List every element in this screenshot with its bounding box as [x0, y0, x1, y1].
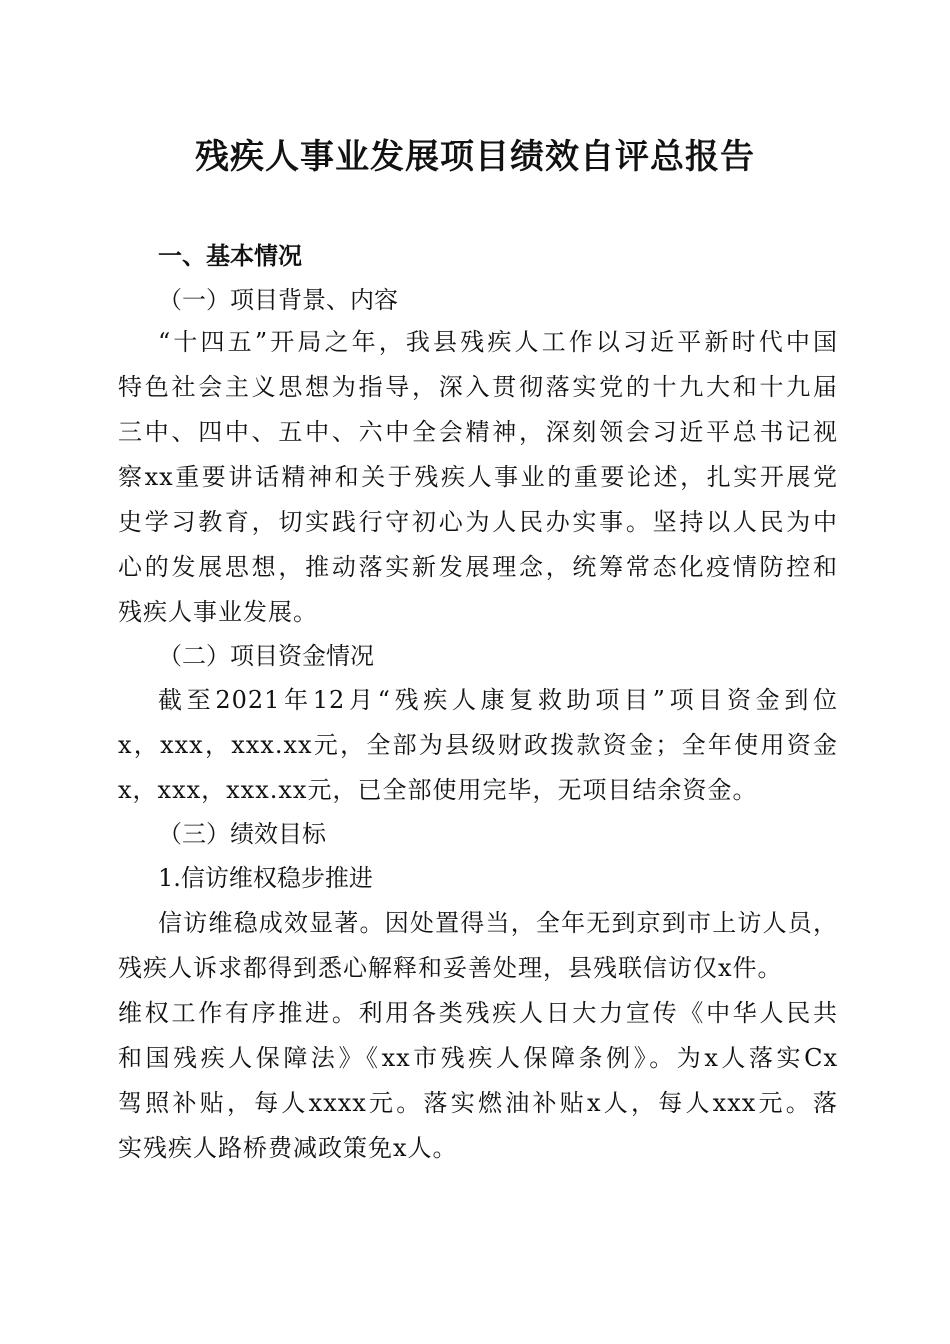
paragraph-line: 察xx重要讲话精神和关于残疾人事业的重要论述，扎实开展党 [118, 463, 838, 491]
subheading-project-funds: （二）项目资金情况 [158, 642, 374, 670]
paragraph-line: 驾照补贴，每人xxxx元。落实燃油补贴x人，每人xxx元。落 [118, 1089, 838, 1117]
subheading-performance-goals: （三）绩效目标 [158, 820, 326, 848]
section-heading-basic-info: 一、基本情况 [158, 242, 302, 270]
paragraph-line: x，xxx，xxx.xx元，已全部使用完毕，无项目结余资金。 [118, 776, 758, 804]
paragraph-line: 特色社会主义思想为指导，深入贯彻落实党的十九大和十九届 [118, 373, 838, 401]
paragraph-line: x，xxx，xxx.xx元，全部为县级财政拨款资金；全年使用资金 [118, 731, 838, 759]
paragraph-line: 三中、四中、五中、六中全会精神，深刻领会习近平总书记视 [118, 418, 838, 446]
paragraph-line: 实残疾人路桥费减政策免x人。 [118, 1134, 458, 1162]
paragraph-line: “十四五”开局之年，我县残疾人工作以习近平新时代中国 [158, 328, 838, 356]
paragraph-line: 维权工作有序推进。利用各类残疾人日大力宣传《中华人民共 [118, 999, 838, 1027]
paragraph-line: 截至2021年12月“残疾人康复救助项目”项目资金到位 [158, 686, 838, 714]
document-title: 残疾人事业发展项目绩效自评总报告 [195, 137, 755, 177]
paragraph-line: 史学习教育，切实践行守初心为人民办实事。坚持以人民为中 [118, 508, 838, 536]
paragraph-line: 和国残疾人保障法》《xx市残疾人保障条例》。为x人落实Cx [118, 1044, 838, 1072]
paragraph-line: 残疾人事业发展。 [118, 598, 318, 626]
paragraph-line: 信访维稳成效显著。因处置得当，全年无到京到市上访人员， [158, 909, 838, 937]
subheading-project-background: （一）项目背景、内容 [158, 286, 398, 314]
item-heading-petition-rights: 1.信访维权稳步推进 [158, 864, 373, 892]
paragraph-line: 心的发展思想，推动落实新发展理念，统筹常态化疫情防控和 [118, 553, 838, 581]
paragraph-line: 残疾人诉求都得到悉心解释和妥善处理，县残联信访仅x件。 [118, 954, 783, 982]
